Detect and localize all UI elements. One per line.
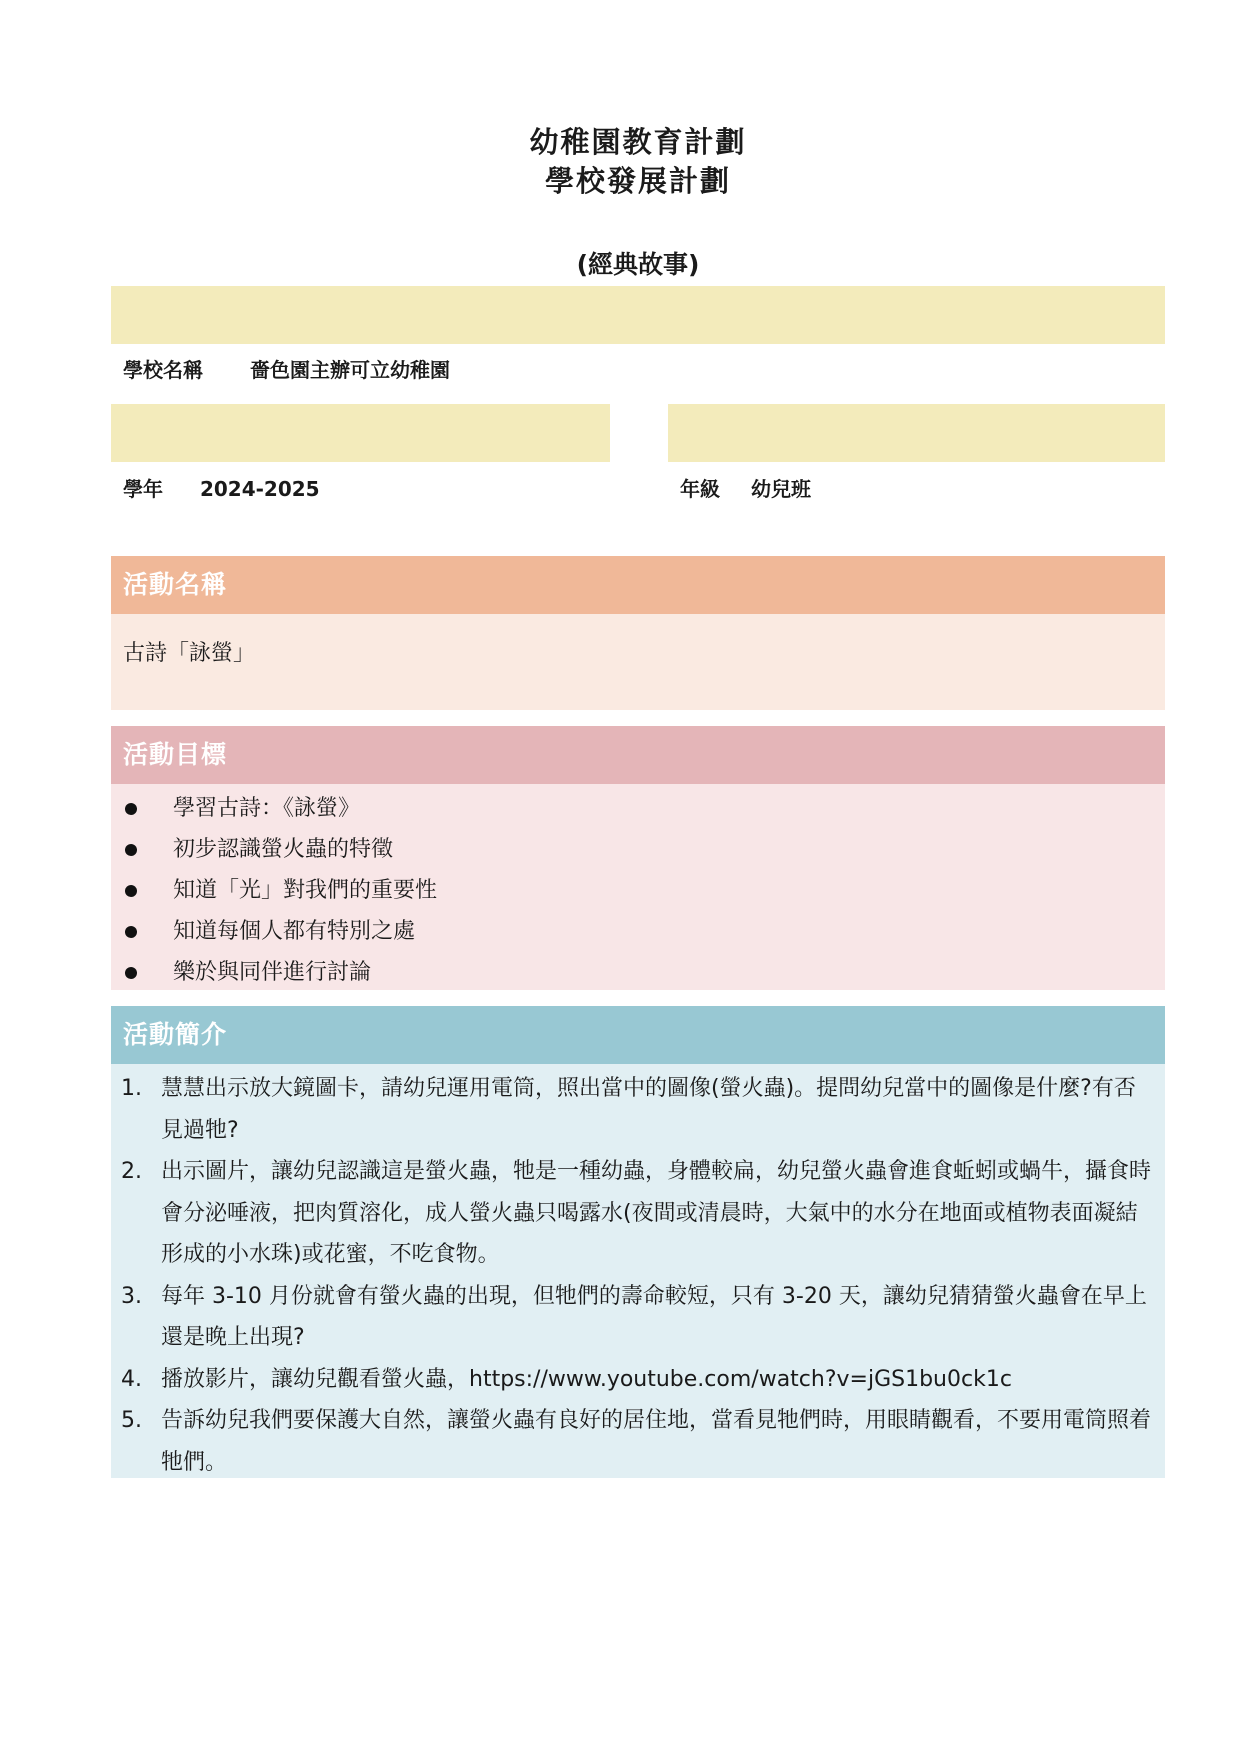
video-link[interactable]: 播放影片，讓幼兒觀看螢火蟲，https://www.youtube.com/watch?v=jGS1bu0ck1c (161, 1366, 1012, 1392)
activity-goals-body (111, 784, 1165, 990)
activity-intro-body (111, 1064, 1165, 1478)
school-row (123, 355, 450, 385)
activity-goals-heading: 活動目標 (111, 726, 1165, 784)
item-number: 3. (121, 1283, 142, 1309)
bullet-icon (125, 844, 137, 856)
grade-band (668, 404, 1165, 462)
goals-list (111, 788, 1165, 993)
document-title: 幼稚園教育計劃 (529, 125, 747, 159)
bullet-icon (125, 926, 137, 938)
list-item (111, 1359, 1165, 1401)
bullet-icon (125, 803, 137, 815)
grade-value: 幼兒班 (750, 477, 811, 501)
list-item (111, 1276, 1165, 1359)
item-text: 每年 3-10 月份就會有螢火蟲的出現，但牠們的壽命較短，只有 3-20 天，讓幼兒猜猜螢火蟲會在早上還是晚上出現? (161, 1283, 1147, 1350)
activity-intro-heading: 活動簡介 (111, 1006, 1165, 1064)
activity-name-value: 古詩「詠螢」 (123, 641, 256, 666)
list-item: 知道「光」對我們的重要性 (111, 870, 1165, 911)
list-item (111, 1151, 1165, 1276)
list-item (111, 1400, 1165, 1483)
item-text: 告訴幼兒我們要保護大自然，讓螢火蟲有良好的居住地，當看見牠們時，用眼睛觀看，不要用電筒照着牠們。 (161, 1408, 1152, 1475)
year-band (111, 404, 610, 462)
document-subtitle: 學校發展計劃 (544, 164, 731, 198)
item-number: 5. (121, 1408, 142, 1433)
bullet-icon (125, 967, 137, 979)
story-type-label: (經典故事) (576, 250, 700, 279)
school-value: 嗇色園主辦可立幼稚園 (249, 358, 450, 382)
list-item: 學習古詩：《詠螢》 (111, 788, 1165, 829)
item-number: 2. (121, 1159, 142, 1184)
item-text: 慧慧出示放大鏡圖卡，請幼兒運用電筒，照出當中的圖像(螢火蟲)。提問幼兒當中的圖像是什麼?有否見過牠? (161, 1076, 1136, 1143)
list-item: 樂於與同伴進行討論 (111, 952, 1165, 993)
item-number: 1. (121, 1076, 142, 1101)
year-label: 學年 (123, 477, 163, 501)
intro-list (111, 1068, 1165, 1483)
list-item: 初步認識螢火蟲的特徵 (111, 829, 1165, 870)
list-item: 知道每個人都有特別之處 (111, 911, 1165, 952)
year-row (123, 474, 320, 504)
activity-name-heading: 活動名稱 (111, 556, 1165, 614)
year-value: 2024-2025 (199, 477, 320, 501)
school-band (111, 286, 1165, 344)
activity-name-body (111, 614, 1165, 710)
grade-label: 年級 (680, 477, 720, 501)
item-number: 4. (121, 1366, 142, 1392)
item-text: 出示圖片，讓幼兒認識這是螢火蟲，牠是一種幼蟲，身體較扁，幼兒螢火蟲會進食蚯蚓或蝸牛，攝食時會分泌唾液，把肉質溶化，成人螢火蟲只喝露水(夜間或清晨時，大氣中的水分在地面或植物表面凝結形成的小水珠)或花蜜，不吃食物。 (161, 1159, 1152, 1267)
school-label: 學校名稱 (123, 358, 203, 382)
grade-row (680, 474, 811, 504)
list-item (111, 1068, 1165, 1151)
bullet-icon (125, 885, 137, 897)
